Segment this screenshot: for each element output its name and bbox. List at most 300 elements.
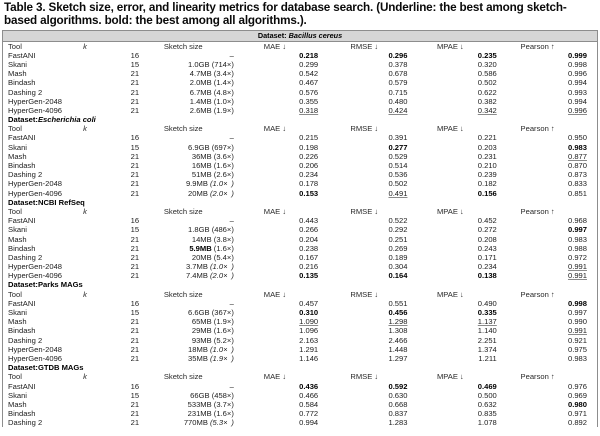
sketch-size-cell: [144, 152, 242, 161]
metric-value: 0.342: [477, 105, 497, 115]
sketch-size-multiplier: (1.9×): [211, 317, 234, 327]
metric-cell: [331, 60, 420, 69]
k-cell: 21: [130, 262, 140, 272]
sketch-size-cell: [144, 189, 242, 198]
metric-cell: [420, 418, 509, 427]
metric-value: 0.243: [477, 243, 497, 253]
metric-cell: [331, 244, 420, 253]
metric-value: 0.218: [299, 50, 319, 60]
metric-cell: [420, 170, 509, 179]
column-header-row: [3, 124, 597, 133]
metric-cell: [242, 88, 331, 97]
metric-cell: [242, 216, 331, 225]
metric-cell: [510, 400, 597, 409]
table-row: [3, 326, 597, 335]
metric-value: 1.283: [388, 418, 408, 428]
column-header: Sketch size: [163, 206, 203, 216]
metric-value: 0.551: [388, 298, 408, 308]
sketch-size-multiplier: (697×): [209, 142, 234, 152]
metric-cell: [331, 189, 420, 198]
metric-value: 0.522: [388, 216, 408, 226]
metric-cell: [420, 382, 509, 391]
metric-value: 0.491: [388, 188, 408, 198]
k-cell: 16: [130, 133, 140, 143]
k-cell: 21: [130, 179, 140, 189]
metric-value: 0.988: [567, 243, 587, 253]
column-header-row: [3, 290, 597, 299]
tool-cell: FastANI: [8, 50, 36, 60]
metric-cell: [331, 88, 420, 97]
metric-cell: [510, 51, 597, 60]
metric-cell: [510, 179, 597, 188]
sketch-size-cell: [144, 161, 242, 170]
sketch-size-cell: [144, 225, 242, 234]
sketch-size-multiplier: (458×): [209, 390, 234, 400]
sketch-size-cell: [144, 409, 242, 418]
metric-value: 0.135: [299, 271, 319, 281]
metric-value: 0.586: [477, 69, 497, 79]
k-cell: 21: [130, 161, 140, 171]
metric-value: 0.272: [477, 225, 497, 235]
sketch-size-multiplier: (2.0× ): [207, 188, 234, 198]
metric-cell: [420, 179, 509, 188]
metric-cell: [331, 317, 420, 326]
sketch-size-cell: [144, 60, 242, 69]
metric-value: 0.976: [567, 381, 587, 391]
k-cell: 15: [130, 59, 140, 69]
dataset-label: Dataset:: [8, 197, 38, 207]
sketch-size-value: –: [229, 50, 234, 60]
sketch-size-value: 9.9MB: [185, 179, 208, 189]
metric-cell: [331, 271, 420, 280]
metric-value: 0.231: [477, 151, 497, 161]
k-cell: 16: [130, 50, 140, 60]
tool-cell: HyperGen-2048: [8, 96, 63, 106]
sketch-size-multiplier: (1.9× ): [207, 353, 234, 363]
metric-value: 0.980: [567, 399, 587, 409]
metric-value: 0.216: [299, 262, 319, 272]
k-cell: 16: [130, 381, 140, 391]
metric-cell: [510, 382, 597, 391]
sketch-size-cell: [144, 78, 242, 87]
metric-cell: [331, 179, 420, 188]
metric-cell: [242, 170, 331, 179]
metric-value: 0.983: [567, 353, 587, 363]
tool-cell: FastANI: [8, 298, 36, 308]
sketch-size-value: 2.6MB: [189, 105, 212, 115]
metric-value: 0.991: [567, 326, 587, 336]
metric-value: 0.204: [299, 234, 319, 244]
metric-cell: [420, 78, 509, 87]
metric-cell: [510, 345, 597, 354]
sketch-size-cell: [144, 382, 242, 391]
metric-value: 1.374: [477, 344, 497, 354]
metric-value: 0.153: [299, 188, 319, 198]
metric-cell: [420, 271, 509, 280]
metric-value: 0.584: [299, 399, 319, 409]
metric-value: 0.994: [567, 96, 587, 106]
sketch-size-multiplier: (1.9×): [211, 105, 234, 115]
table-row: [3, 152, 597, 161]
k-cell: 21: [130, 243, 140, 253]
metric-value: 2.163: [299, 335, 319, 345]
metric-cell: [510, 244, 597, 253]
dataset-header: [3, 280, 597, 289]
sketch-size-multiplier: (2.0× ): [207, 271, 234, 281]
table-row: [3, 106, 597, 115]
metric-cell: [420, 225, 509, 234]
sketch-size-multiplier: (3.4×): [211, 69, 234, 79]
metric-cell: [331, 69, 420, 78]
column-header: Sketch size: [163, 41, 203, 51]
metric-cell: [510, 409, 597, 418]
table-row: [3, 391, 597, 400]
metric-cell: [420, 97, 509, 106]
metric-cell: [420, 299, 509, 308]
metric-cell: [420, 391, 509, 400]
sketch-size-multiplier: (3.7×): [211, 399, 234, 409]
metric-value: 1.090: [299, 317, 319, 327]
metric-value: 0.296: [388, 50, 408, 60]
metric-cell: [242, 262, 331, 271]
table-row: [3, 262, 597, 271]
table-body: [3, 31, 597, 428]
metric-value: 0.208: [477, 234, 497, 244]
tool-cell: Dashing 2: [8, 170, 43, 180]
metric-value: 0.529: [388, 151, 408, 161]
dataset-label: Dataset:: [257, 30, 289, 40]
metric-value: 0.269: [388, 243, 408, 253]
table-row: [3, 271, 597, 280]
k-cell: 21: [130, 335, 140, 345]
metric-cell: [242, 382, 331, 391]
sketch-size-cell: [144, 170, 242, 179]
metric-value: 0.997: [567, 225, 587, 235]
metric-value: 0.592: [388, 381, 408, 391]
column-header-row: [3, 42, 597, 51]
table-row: [3, 170, 597, 179]
metric-cell: [510, 235, 597, 244]
metric-cell: [331, 106, 420, 115]
metric-value: 0.996: [567, 105, 587, 115]
sketch-size-multiplier: (4.8×): [211, 87, 234, 97]
sketch-size-value: 18MB: [188, 344, 208, 354]
sketch-size-multiplier: (1.6×): [211, 243, 234, 253]
k-cell: 16: [130, 298, 140, 308]
table-row: [3, 143, 597, 152]
k-cell: 21: [130, 271, 140, 281]
metric-cell: [242, 97, 331, 106]
metric-cell: [242, 69, 331, 78]
tool-cell: Skani: [8, 225, 27, 235]
metric-value: 0.950: [567, 133, 587, 143]
metric-value: 0.502: [388, 179, 408, 189]
metric-cell: [510, 97, 597, 106]
metric-value: 0.921: [567, 335, 587, 345]
metric-value: 0.318: [299, 105, 319, 115]
metric-value: 0.536: [388, 170, 408, 180]
tool-cell: Bindash: [8, 409, 36, 419]
metric-value: 2.251: [477, 335, 497, 345]
table-row: [3, 133, 597, 142]
metric-value: 0.835: [477, 409, 497, 419]
metric-cell: [420, 216, 509, 225]
metric-cell: [331, 253, 420, 262]
metric-value: 0.335: [477, 308, 497, 318]
metric-value: 0.320: [477, 59, 497, 69]
table-row: [3, 235, 597, 244]
metric-cell: [331, 262, 420, 271]
metric-value: 1.140: [477, 326, 497, 336]
column-header: RMSE ↓: [350, 206, 379, 216]
sketch-size-value: 6.9GB: [188, 142, 210, 152]
metric-value: 0.837: [388, 409, 408, 419]
metric-cell: [242, 189, 331, 198]
sketch-size-multiplier: (1.6×): [211, 326, 234, 336]
tool-cell: HyperGen-2048: [8, 344, 63, 354]
column-header: MPAE ↓: [436, 206, 464, 216]
column-header-row: [3, 372, 597, 381]
metric-value: 0.971: [567, 409, 587, 419]
column-header: Sketch size: [163, 372, 203, 382]
k-cell: 21: [130, 418, 140, 428]
dataset-name: Bacillus cereus: [288, 30, 343, 40]
k-cell: 21: [130, 409, 140, 419]
sketch-size-cell: [144, 354, 242, 363]
k-cell: 21: [130, 151, 140, 161]
tool-cell: HyperGen-4096: [8, 271, 63, 281]
metric-value: 0.164: [388, 271, 408, 281]
sketch-size-cell: [144, 326, 242, 335]
k-cell: 21: [130, 252, 140, 262]
metric-value: 0.452: [477, 216, 497, 226]
metric-cell: [242, 317, 331, 326]
metric-value: 2.466: [388, 335, 408, 345]
tool-cell: Dashing 2: [8, 252, 43, 262]
metric-cell: [420, 235, 509, 244]
dataset-header: [3, 198, 597, 207]
metric-cell: [420, 106, 509, 115]
tool-cell: FastANI: [8, 381, 36, 391]
sketch-size-multiplier: (1.6×): [211, 409, 234, 419]
column-header: MPAE ↓: [436, 372, 464, 382]
sketch-size-cell: [144, 216, 242, 225]
tool-cell: Bindash: [8, 78, 36, 88]
metric-cell: [331, 216, 420, 225]
column-header: Tool: [8, 124, 22, 134]
metric-value: 0.238: [299, 243, 319, 253]
metric-value: 0.968: [567, 216, 587, 226]
metric-cell: [510, 78, 597, 87]
metric-cell: [510, 152, 597, 161]
sketch-size-cell: [144, 88, 242, 97]
sketch-size-value: 1.4MB: [189, 96, 212, 106]
sketch-size-cell: [144, 97, 242, 106]
tool-cell: Mash: [8, 317, 27, 327]
sketch-size-value: 7.4MB: [185, 271, 208, 281]
column-header: Tool: [8, 206, 22, 216]
k-cell: 21: [130, 344, 140, 354]
metric-value: 0.851: [567, 188, 587, 198]
sketch-size-value: 2.0MB: [189, 78, 212, 88]
metric-value: 0.993: [567, 87, 587, 97]
sketch-size-value: 231MB: [187, 409, 212, 419]
metric-cell: [242, 179, 331, 188]
metric-value: 0.251: [388, 234, 408, 244]
metric-cell: [242, 253, 331, 262]
table-row: [3, 179, 597, 188]
column-header: Tool: [8, 41, 22, 51]
sketch-size-multiplier: (5.2×): [211, 335, 234, 345]
table-row: [3, 317, 597, 326]
k-cell: 21: [130, 69, 140, 79]
sketch-size-multiplier: (2.6×): [211, 170, 234, 180]
dataset-name: GTDB MAGs: [37, 363, 84, 373]
sketch-size-value: 14MB: [191, 234, 212, 244]
metric-cell: [510, 60, 597, 69]
metric-cell: [331, 143, 420, 152]
metric-cell: [331, 152, 420, 161]
k-cell: 15: [130, 225, 140, 235]
k-cell: 21: [130, 317, 140, 327]
metric-value: 0.892: [567, 418, 587, 428]
table-row: [3, 336, 597, 345]
metric-cell: [242, 391, 331, 400]
metric-cell: [510, 299, 597, 308]
metric-value: 0.226: [299, 151, 319, 161]
sketch-size-value: 1.0GB: [188, 59, 210, 69]
table-row: [3, 418, 597, 427]
metric-value: 0.833: [567, 179, 587, 189]
metric-value: 0.632: [477, 399, 497, 409]
column-header: RMSE ↓: [350, 41, 379, 51]
metric-value: 0.991: [567, 262, 587, 272]
sketch-size-cell: [144, 345, 242, 354]
metric-value: 0.443: [299, 216, 319, 226]
metric-value: 0.234: [477, 262, 497, 272]
table-row: [3, 69, 597, 78]
tool-cell: FastANI: [8, 216, 36, 226]
metric-value: 0.991: [567, 271, 587, 281]
sketch-size-value: –: [229, 381, 234, 391]
column-header: Pearson ↑: [520, 289, 555, 299]
sketch-size-cell: [144, 244, 242, 253]
metric-cell: [420, 189, 509, 198]
dataset-label: Dataset:: [8, 115, 38, 125]
metric-value: 1.448: [388, 344, 408, 354]
metric-cell: [420, 152, 509, 161]
sketch-size-cell: [144, 179, 242, 188]
metric-cell: [242, 133, 331, 142]
metric-cell: [510, 308, 597, 317]
metric-value: 0.167: [299, 252, 319, 262]
column-header-row: [3, 207, 597, 216]
metric-cell: [420, 133, 509, 142]
sketch-size-multiplier: (5.3× ): [207, 418, 234, 428]
metric-value: 0.668: [388, 399, 408, 409]
sketch-size-multiplier: (714×): [209, 59, 234, 69]
tool-cell: Bindash: [8, 326, 36, 336]
table-row: [3, 409, 597, 418]
column-header: MPAE ↓: [436, 289, 464, 299]
metric-value: 0.424: [388, 105, 408, 115]
metric-cell: [510, 391, 597, 400]
column-header: Pearson ↑: [520, 206, 555, 216]
metric-value: 0.490: [477, 298, 497, 308]
metric-cell: [242, 235, 331, 244]
metric-cell: [242, 152, 331, 161]
sketch-size-multiplier: (367×): [209, 308, 234, 318]
metric-cell: [242, 299, 331, 308]
metrics-table: [2, 30, 598, 428]
table-row: [3, 216, 597, 225]
column-header: k: [83, 124, 87, 134]
metric-value: 1.137: [477, 317, 497, 327]
tool-cell: HyperGen-4096: [8, 105, 63, 115]
sketch-size-cell: [144, 336, 242, 345]
tool-cell: Dashing 2: [8, 335, 43, 345]
tool-cell: Dashing 2: [8, 87, 43, 97]
table-row: [3, 78, 597, 87]
metric-cell: [242, 161, 331, 170]
dataset-name: Escherichia coli: [37, 115, 96, 125]
tool-cell: Skani: [8, 142, 27, 152]
sketch-size-cell: [144, 262, 242, 271]
sketch-size-value: –: [229, 133, 234, 143]
sketch-size-multiplier: (1.6×): [211, 161, 234, 171]
metric-value: 1.297: [388, 353, 408, 363]
sketch-size-cell: [144, 299, 242, 308]
sketch-size-value: 93MB: [191, 335, 212, 345]
metric-value: 1.308: [388, 326, 408, 336]
sketch-size-cell: [144, 271, 242, 280]
metric-value: 0.355: [299, 96, 319, 106]
column-header: MAE ↓: [263, 372, 287, 382]
metric-cell: [510, 225, 597, 234]
metric-cell: [242, 51, 331, 60]
tool-cell: HyperGen-4096: [8, 353, 63, 363]
metric-cell: [510, 271, 597, 280]
metric-cell: [510, 354, 597, 363]
metric-cell: [331, 51, 420, 60]
k-cell: 21: [130, 234, 140, 244]
column-header: k: [83, 41, 87, 51]
sketch-size-value: 20MB: [188, 188, 208, 198]
metric-value: 0.469: [477, 381, 497, 391]
metric-cell: [420, 262, 509, 271]
sketch-size-cell: [144, 418, 242, 427]
sketch-size-value: –: [229, 216, 234, 226]
metric-cell: [510, 143, 597, 152]
metric-value: 0.266: [299, 225, 319, 235]
metric-cell: [242, 225, 331, 234]
metric-value: 0.391: [388, 133, 408, 143]
metric-value: 0.969: [567, 390, 587, 400]
sketch-size-value: 6.6GB: [188, 308, 210, 318]
metric-cell: [331, 161, 420, 170]
metric-value: 0.500: [477, 390, 497, 400]
tool-cell: HyperGen-4096: [8, 188, 63, 198]
metric-value: 0.990: [567, 317, 587, 327]
k-cell: 21: [130, 78, 140, 88]
k-cell: 21: [130, 170, 140, 180]
metric-value: 0.456: [388, 308, 408, 318]
column-header: Sketch size: [163, 289, 203, 299]
sketch-size-cell: [144, 235, 242, 244]
metric-value: 0.378: [388, 59, 408, 69]
metric-cell: [510, 69, 597, 78]
sketch-size-value: 16MB: [191, 161, 212, 171]
